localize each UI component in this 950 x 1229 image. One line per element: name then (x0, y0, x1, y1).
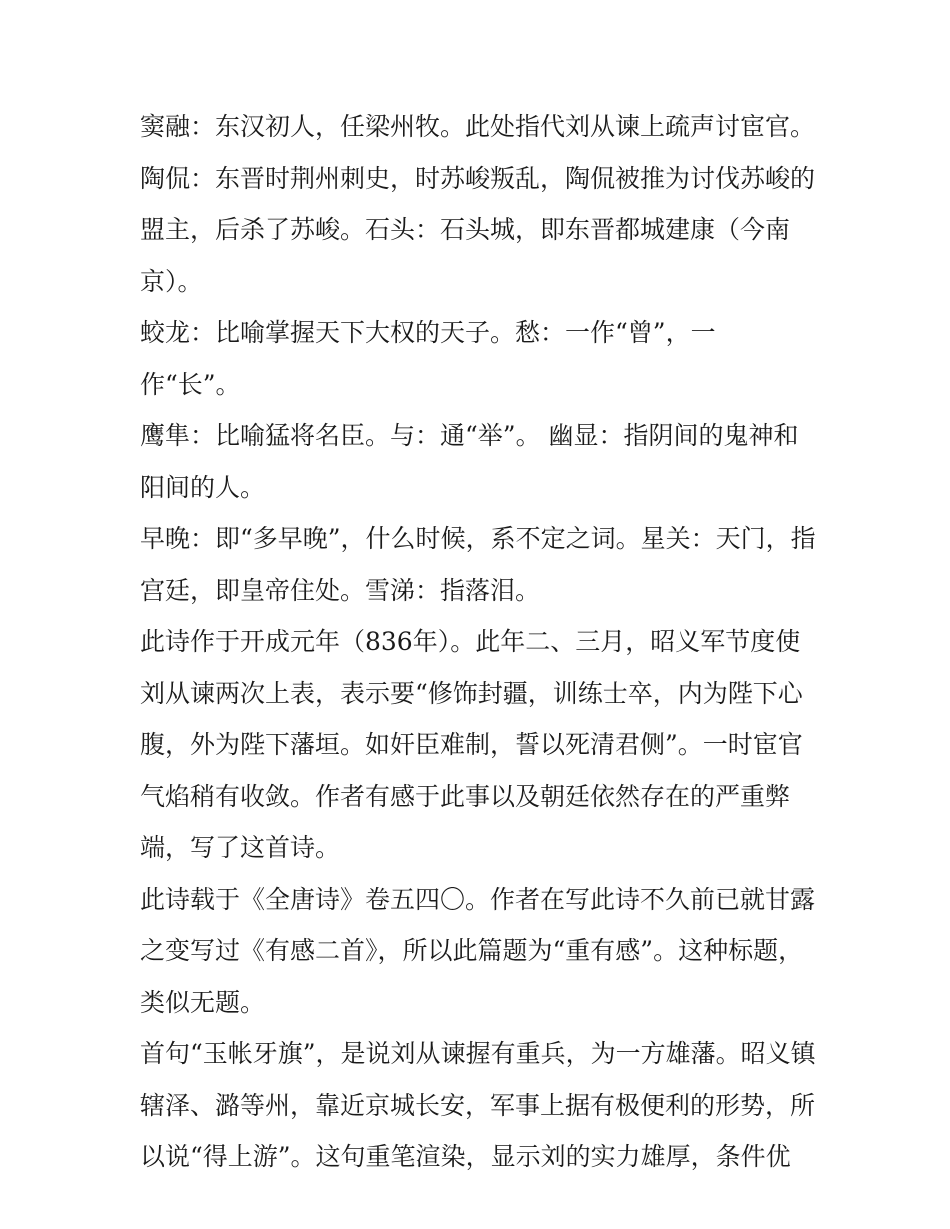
document-body (140, 101, 816, 1183)
paragraph-background: 此诗作于开成元年（836年）。此年二、三月，昭义军节度使刘从谏两次上表，表示要“修饰封疆，训练士卒，内为陛下心腹，外为陛下藩垣。如奸臣难制，誓以死清君侧”。一时宦官气焰稍有收敛。作者有感于此事以及朝廷依然存在的严重弊端，写了这首诗。 (140, 627, 803, 862)
paragraph-dou-rong: 窦融：东汉初人，任梁州牧。此处指代刘从谏上疏声讨宦官。 (140, 112, 816, 141)
paragraph-jiao-long: 蛟龙：比喻掌握天下大权的天子。愁：一作“曾”，一作“长”。 (140, 318, 716, 399)
paragraph-zao-wan: 早晚：即“多早晚”，什么时候，系不定之词。星关：天门，指宫廷，即皇帝住处。雪涕：指落泪。 (140, 524, 816, 605)
paragraph-tao-kan: 陶侃：东晋时荆州刺史，时苏峻叛乱，陶侃被推为讨伐苏峻的盟主，后杀了苏峻。石头：石头城，即东晋都城建康（今南京）。 (140, 163, 816, 296)
paragraph-ying-sun: 鹰隼：比喻猛将名臣。与：通“举”。 幽显：指阴间的鬼神和阳间的人。 (140, 421, 799, 502)
paragraph-source: 此诗载于《全唐诗》卷五四〇。作者在写此诗不久前已就甘露之变写过《有感二首》，所以此篇题为“重有感”。这种标题，类似无题。 (140, 884, 816, 1017)
paragraph-analysis: 首句“玉帐牙旗”，是说刘从谏握有重兵，为一方雄藩。昭义镇辖泽、潞等州，靠近京城长安，军事上据有极便利的形势，所以说“得上游”。这句重笔渲染，显示刘的实力雄厚，条件优 (140, 1039, 816, 1171)
